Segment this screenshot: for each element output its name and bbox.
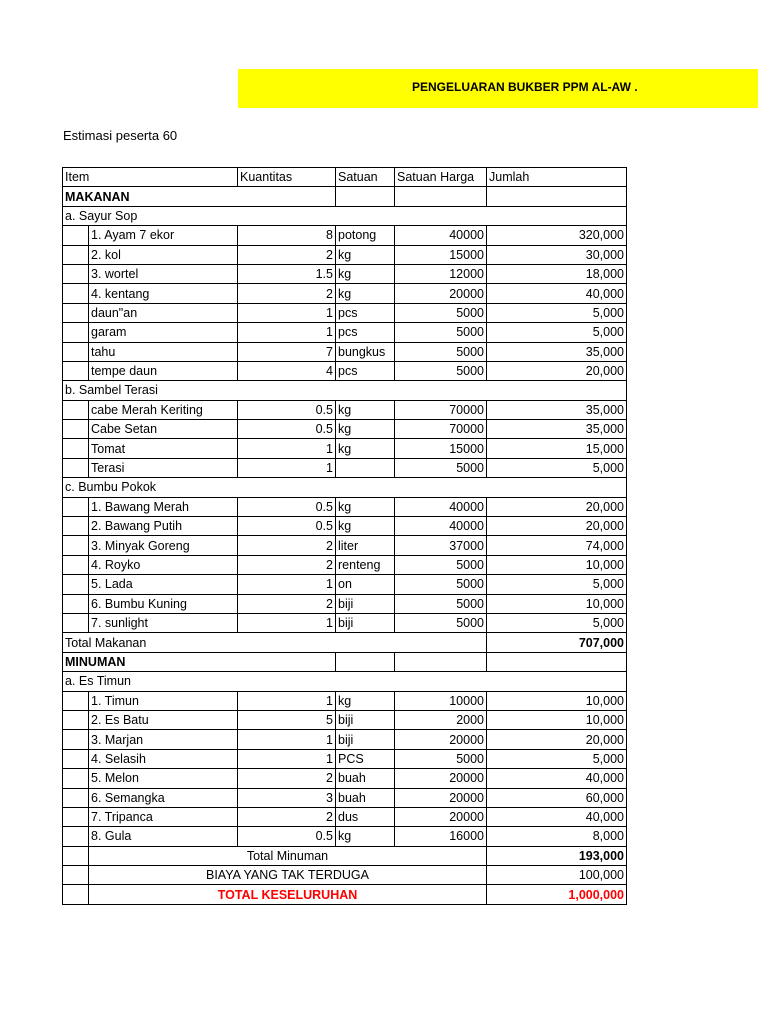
item-name: garam <box>89 323 238 342</box>
indent-cell <box>63 458 89 477</box>
item-row <box>63 827 627 846</box>
item-total: 10,000 <box>487 710 627 729</box>
item-name: 2. Bawang Putih <box>89 517 238 536</box>
empty-cell <box>395 187 487 206</box>
item-row <box>63 264 627 283</box>
item-price: 15000 <box>395 439 487 458</box>
header-kuantitas: Kuantitas <box>238 168 336 187</box>
item-row <box>63 517 627 536</box>
item-price: 5000 <box>395 555 487 574</box>
item-qty: 1.5 <box>238 264 336 283</box>
item-unit: biji <box>336 594 395 613</box>
item-unit: kg <box>336 264 395 283</box>
indent-cell <box>63 575 89 594</box>
item-total: 5,000 <box>487 303 627 322</box>
header-jumlah: Jumlah <box>487 168 627 187</box>
item-price: 16000 <box>395 827 487 846</box>
item-name: 5. Lada <box>89 575 238 594</box>
item-unit: bungkus <box>336 342 395 361</box>
indent-cell <box>63 245 89 264</box>
item-unit: kg <box>336 439 395 458</box>
item-name: 1. Timun <box>89 691 238 710</box>
indent-cell <box>63 226 89 245</box>
item-total: 5,000 <box>487 575 627 594</box>
item-qty: 8 <box>238 226 336 245</box>
grand-total-row-label: TOTAL KESELURUHAN <box>89 885 487 904</box>
indent-cell <box>63 497 89 516</box>
item-price: 10000 <box>395 691 487 710</box>
item-price: 5000 <box>395 458 487 477</box>
indent-cell <box>63 807 89 826</box>
item-row <box>63 458 627 477</box>
es-subsection-label: a. Es Timun <box>63 672 627 691</box>
empty-cell <box>336 652 395 671</box>
item-unit: potong <box>336 226 395 245</box>
item-row <box>63 575 627 594</box>
grand-total-row-value: 1,000,000 <box>487 885 627 904</box>
item-price: 20000 <box>395 788 487 807</box>
item-total: 40,000 <box>487 769 627 788</box>
item-row <box>63 323 627 342</box>
item-total: 40,000 <box>487 807 627 826</box>
item-price: 20000 <box>395 769 487 788</box>
item-total: 5,000 <box>487 458 627 477</box>
item-name: tempe daun <box>89 361 238 380</box>
indent-cell <box>63 730 89 749</box>
item-qty: 2 <box>238 245 336 264</box>
item-row <box>63 613 627 632</box>
item-qty: 2 <box>238 769 336 788</box>
indent-cell <box>63 594 89 613</box>
sayur-subsection-label: a. Sayur Sop <box>63 206 627 225</box>
item-unit: pcs <box>336 323 395 342</box>
item-row <box>63 730 627 749</box>
biaya-label: BIAYA YANG TAK TERDUGA <box>89 866 487 885</box>
indent-cell <box>63 361 89 380</box>
indent-cell <box>63 323 89 342</box>
item-unit: on <box>336 575 395 594</box>
item-row <box>63 807 627 826</box>
item-total: 35,000 <box>487 420 627 439</box>
item-total: 10,000 <box>487 691 627 710</box>
item-name: 7. Tripanca <box>89 807 238 826</box>
item-qty: 5 <box>238 710 336 729</box>
item-qty: 1 <box>238 575 336 594</box>
item-name: 2. kol <box>89 245 238 264</box>
item-unit: liter <box>336 536 395 555</box>
item-row <box>63 361 627 380</box>
item-qty: 1 <box>238 691 336 710</box>
item-unit: kg <box>336 420 395 439</box>
item-total: 20,000 <box>487 497 627 516</box>
item-name: tahu <box>89 342 238 361</box>
item-total: 8,000 <box>487 827 627 846</box>
item-qty: 2 <box>238 555 336 574</box>
header-item: Item <box>63 168 238 187</box>
item-price: 5000 <box>395 342 487 361</box>
expense-table <box>62 167 627 905</box>
item-total: 20,000 <box>487 730 627 749</box>
item-unit: kg <box>336 827 395 846</box>
item-unit: pcs <box>336 303 395 322</box>
item-total: 5,000 <box>487 749 627 768</box>
item-total: 35,000 <box>487 342 627 361</box>
item-total: 18,000 <box>487 264 627 283</box>
item-price: 40000 <box>395 497 487 516</box>
header-harga: Satuan Harga <box>395 168 487 187</box>
total-minuman-row <box>63 846 627 865</box>
item-row <box>63 226 627 245</box>
item-price: 2000 <box>395 710 487 729</box>
indent-cell <box>63 788 89 807</box>
item-price: 40000 <box>395 226 487 245</box>
item-row <box>63 303 627 322</box>
item-total: 10,000 <box>487 594 627 613</box>
item-total: 320,000 <box>487 226 627 245</box>
item-unit: kg <box>336 497 395 516</box>
item-qty: 0.5 <box>238 497 336 516</box>
item-row <box>63 594 627 613</box>
item-total: 10,000 <box>487 555 627 574</box>
item-price: 20000 <box>395 284 487 303</box>
item-total: 60,000 <box>487 788 627 807</box>
indent-cell <box>63 536 89 555</box>
item-price: 70000 <box>395 400 487 419</box>
item-price: 5000 <box>395 303 487 322</box>
item-qty: 1 <box>238 323 336 342</box>
expense-table-body <box>63 168 627 905</box>
item-unit: pcs <box>336 361 395 380</box>
minuman-section <box>63 652 627 671</box>
item-price: 15000 <box>395 245 487 264</box>
header-row <box>63 168 627 187</box>
item-total: 5,000 <box>487 323 627 342</box>
item-row <box>63 749 627 768</box>
item-unit: renteng <box>336 555 395 574</box>
item-qty: 2 <box>238 807 336 826</box>
indent-cell <box>63 439 89 458</box>
grand-total-row <box>63 885 627 904</box>
sambel-subsection <box>63 381 627 400</box>
item-qty: 0.5 <box>238 400 336 419</box>
makanan-section-label: MAKANAN <box>63 187 336 206</box>
item-total: 5,000 <box>487 613 627 632</box>
indent-cell <box>63 264 89 283</box>
item-unit: biji <box>336 710 395 729</box>
item-row <box>63 400 627 419</box>
item-price: 5000 <box>395 749 487 768</box>
item-unit: kg <box>336 245 395 264</box>
indent-cell <box>63 846 89 865</box>
item-total: 15,000 <box>487 439 627 458</box>
indent-cell <box>63 517 89 536</box>
item-name: 4. Royko <box>89 555 238 574</box>
indent-cell <box>63 827 89 846</box>
indent-cell <box>63 769 89 788</box>
item-unit: buah <box>336 769 395 788</box>
item-row <box>63 710 627 729</box>
indent-cell <box>63 866 89 885</box>
indent-cell <box>63 613 89 632</box>
total-makanan-label: Total Makanan <box>63 633 487 652</box>
item-price: 5000 <box>395 575 487 594</box>
item-qty: 0.5 <box>238 420 336 439</box>
empty-cell <box>336 187 395 206</box>
item-price: 5000 <box>395 613 487 632</box>
item-row <box>63 788 627 807</box>
item-name: 1. Ayam 7 ekor <box>89 226 238 245</box>
page-title: PENGELUARAN BUKBER PPM AL-AW . <box>412 80 638 94</box>
indent-cell <box>63 400 89 419</box>
item-row <box>63 245 627 264</box>
header-satuan: Satuan <box>336 168 395 187</box>
empty-cell <box>487 652 627 671</box>
item-row <box>63 284 627 303</box>
indent-cell <box>63 284 89 303</box>
item-unit: kg <box>336 400 395 419</box>
indent-cell <box>63 885 89 904</box>
total-minuman-row-label: Total Minuman <box>89 846 487 865</box>
item-qty: 2 <box>238 594 336 613</box>
empty-cell <box>395 652 487 671</box>
item-row <box>63 342 627 361</box>
item-price: 20000 <box>395 807 487 826</box>
biaya-value: 100,000 <box>487 866 627 885</box>
item-unit: kg <box>336 517 395 536</box>
total-minuman-row-value: 193,000 <box>487 846 627 865</box>
item-name: 3. Minyak Goreng <box>89 536 238 555</box>
item-unit: PCS <box>336 749 395 768</box>
item-qty: 0.5 <box>238 517 336 536</box>
item-unit: kg <box>336 284 395 303</box>
item-unit <box>336 458 395 477</box>
item-name: 4. kentang <box>89 284 238 303</box>
item-row <box>63 497 627 516</box>
bumbu-subsection-label: c. Bumbu Pokok <box>63 478 627 497</box>
bumbu-subsection <box>63 478 627 497</box>
biaya-row <box>63 866 627 885</box>
item-total: 20,000 <box>487 361 627 380</box>
item-qty: 0.5 <box>238 827 336 846</box>
es-subsection <box>63 672 627 691</box>
item-price: 20000 <box>395 730 487 749</box>
item-price: 12000 <box>395 264 487 283</box>
total-makanan-value: 707,000 <box>487 633 627 652</box>
total-makanan-row <box>63 633 627 652</box>
item-price: 5000 <box>395 594 487 613</box>
item-qty: 1 <box>238 613 336 632</box>
item-price: 70000 <box>395 420 487 439</box>
item-total: 35,000 <box>487 400 627 419</box>
item-name: Tomat <box>89 439 238 458</box>
item-name: Cabe Setan <box>89 420 238 439</box>
item-total: 30,000 <box>487 245 627 264</box>
item-name: 8. Gula <box>89 827 238 846</box>
item-total: 20,000 <box>487 517 627 536</box>
participant-estimate: Estimasi peserta 60 <box>63 128 178 143</box>
item-name: daun"an <box>89 303 238 322</box>
item-qty: 1 <box>238 730 336 749</box>
indent-cell <box>63 342 89 361</box>
item-unit: kg <box>336 691 395 710</box>
indent-cell <box>63 710 89 729</box>
indent-cell <box>63 420 89 439</box>
item-qty: 7 <box>238 342 336 361</box>
item-name: 6. Bumbu Kuning <box>89 594 238 613</box>
sayur-subsection <box>63 206 627 225</box>
item-qty: 1 <box>238 458 336 477</box>
item-name: 6. Semangka <box>89 788 238 807</box>
item-unit: dus <box>336 807 395 826</box>
item-row <box>63 439 627 458</box>
minuman-section-label: MINUMAN <box>63 652 336 671</box>
item-total: 74,000 <box>487 536 627 555</box>
item-price: 40000 <box>395 517 487 536</box>
sambel-subsection-label: b. Sambel Terasi <box>63 381 627 400</box>
item-name: 7. sunlight <box>89 613 238 632</box>
makanan-section <box>63 187 627 206</box>
item-unit: biji <box>336 730 395 749</box>
item-name: 3. Marjan <box>89 730 238 749</box>
indent-cell <box>63 749 89 768</box>
item-name: 1. Bawang Merah <box>89 497 238 516</box>
item-row <box>63 769 627 788</box>
item-qty: 1 <box>238 749 336 768</box>
item-row <box>63 536 627 555</box>
item-name: 2. Es Batu <box>89 710 238 729</box>
item-qty: 2 <box>238 284 336 303</box>
item-name: 5. Melon <box>89 769 238 788</box>
item-qty: 3 <box>238 788 336 807</box>
indent-cell <box>63 691 89 710</box>
empty-cell <box>487 187 627 206</box>
item-qty: 4 <box>238 361 336 380</box>
indent-cell <box>63 555 89 574</box>
item-price: 37000 <box>395 536 487 555</box>
item-qty: 1 <box>238 303 336 322</box>
item-unit: buah <box>336 788 395 807</box>
item-name: cabe Merah Keriting <box>89 400 238 419</box>
item-total: 40,000 <box>487 284 627 303</box>
item-qty: 2 <box>238 536 336 555</box>
item-qty: 1 <box>238 439 336 458</box>
item-name: 3. wortel <box>89 264 238 283</box>
item-price: 5000 <box>395 361 487 380</box>
item-unit: biji <box>336 613 395 632</box>
item-price: 5000 <box>395 323 487 342</box>
item-name: Terasi <box>89 458 238 477</box>
item-row <box>63 555 627 574</box>
item-row <box>63 691 627 710</box>
item-name: 4. Selasih <box>89 749 238 768</box>
indent-cell <box>63 303 89 322</box>
item-row <box>63 420 627 439</box>
